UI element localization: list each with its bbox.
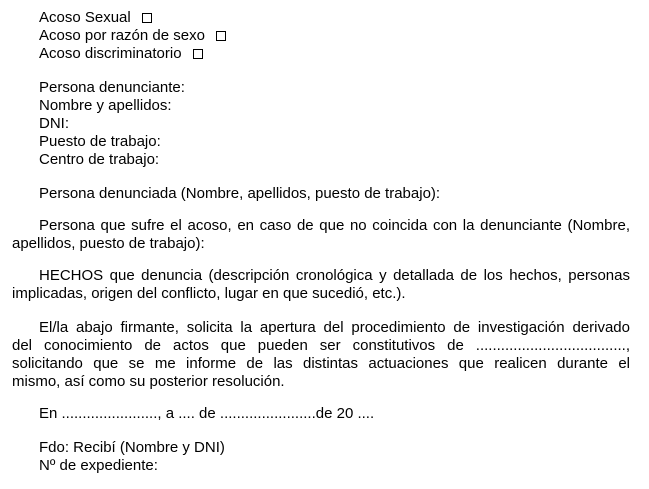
victim-paragraph: Persona que sufre el acoso, en caso de que no coincida con la denunciante (Nombre, apellidos, puesto de trabajo): (12, 217, 630, 252)
checkbox[interactable] (142, 13, 152, 23)
date-line: En ......................., a .... de .......................de 20 .... (39, 405, 375, 422)
offense-blank[interactable]: ...................................., (475, 337, 630, 354)
accused-person-field: Persona denunciada (Nombre, apellidos, puesto de trabajo): (39, 185, 441, 202)
facts-paragraph: HECHOS que denuncia (descripción cronológica y detallada de los hechos, personas implicadas, origen del conflicto, lugar en que sucedió, etc.). (12, 267, 630, 302)
field-dni: DNI: (39, 115, 69, 132)
option-label: Acoso Sexual (39, 9, 131, 26)
request-paragraph (12, 319, 630, 391)
signature-received: Fdo: Recibí (Nombre y DNI) (39, 439, 225, 456)
field-job-position: Puesto de trabajo: (39, 133, 161, 150)
complainant-heading: Persona denunciante: (39, 79, 185, 96)
request-line: del conocimiento de actos que pueden ser constitutivos de ...................................., (12, 337, 630, 354)
checkbox[interactable] (216, 31, 226, 41)
field-name: Nombre y apellidos: (39, 97, 172, 114)
option-discriminatory-harassment[interactable] (39, 45, 203, 63)
option-label: Acoso discriminatorio (39, 45, 182, 62)
field-workplace: Centro de trabajo: (39, 151, 160, 168)
file-number: Nº de expediente: (39, 457, 158, 474)
checkbox[interactable] (193, 49, 203, 59)
request-line: mismo, así como su posterior resolución. (12, 373, 285, 390)
request-line: El/la abajo firmante, solicita la apertura del procedimiento de investigación derivado (39, 319, 630, 336)
request-line: solicitando que se me informe de las distintas actuaciones que realicen durante el (12, 355, 630, 372)
option-sexual-harassment[interactable] (39, 9, 152, 27)
option-gender-harassment[interactable] (39, 27, 226, 45)
option-label: Acoso por razón de sexo (39, 27, 205, 44)
